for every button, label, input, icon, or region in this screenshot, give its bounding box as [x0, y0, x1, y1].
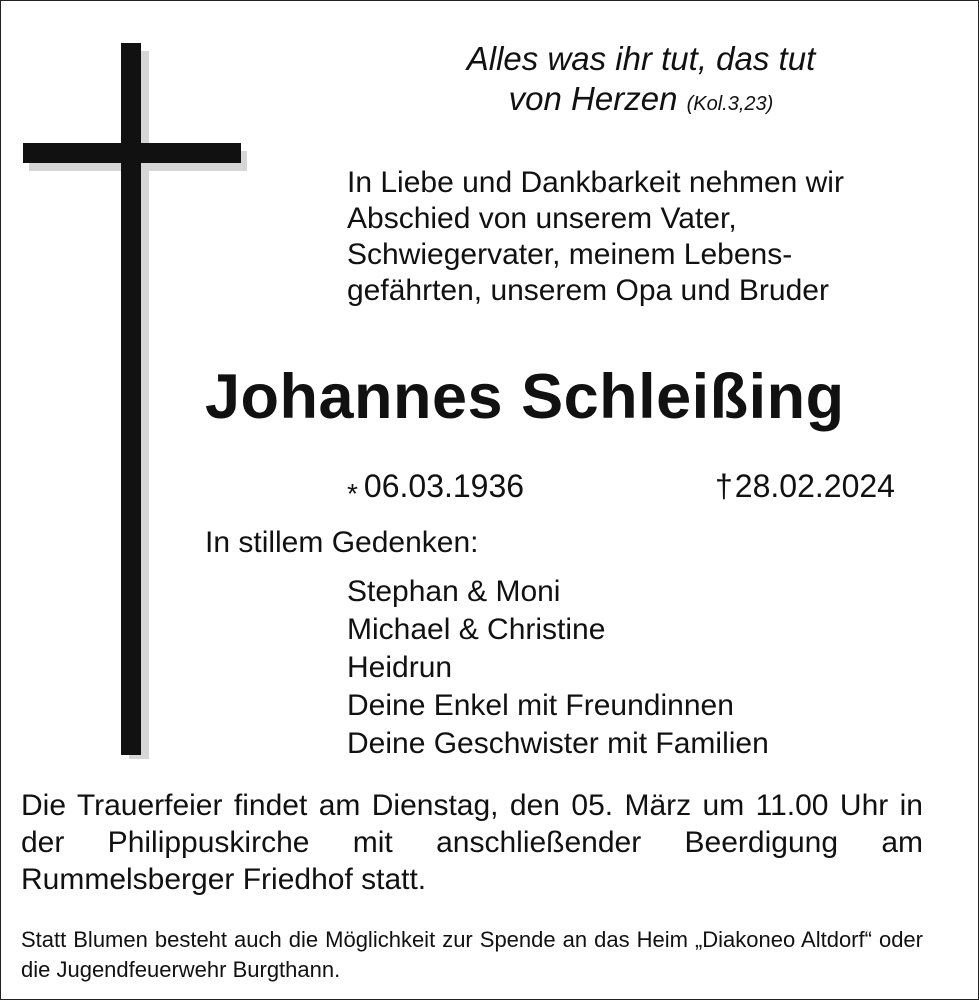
bible-verse-line-2-text: von Herzen — [508, 80, 678, 117]
mourner-item: Michael & Christine — [347, 613, 606, 646]
death-cross-icon: † — [715, 468, 733, 504]
mourner-item: Deine Geschwister mit Familien — [347, 727, 769, 760]
donation-note: Statt Blumen besteht auch die Möglichkeit zur Spende an das Heim „Diakoneo Altdorf“ oder die Jugendfeuerwehr Burgthann. — [21, 927, 923, 982]
death-date-value: 28.02.2024 — [734, 468, 895, 504]
bible-verse-reference: (Kol.3,23) — [686, 93, 774, 115]
death-date — [715, 466, 895, 506]
deceased-name: Johannes Schleißing — [205, 362, 845, 432]
cross-icon-crossbar — [23, 143, 241, 163]
birth-star-icon: * — [347, 478, 358, 509]
birth-date-value: 06.03.1936 — [363, 468, 525, 504]
intro-line: Schwiegervater, meinem Lebens- — [347, 238, 793, 271]
intro-text — [347, 165, 947, 309]
mourner-item: Stephan & Moni — [347, 575, 561, 608]
gedenken-label: In stillem Gedenken: — [205, 526, 479, 559]
intro-line: In Liebe und Dankbarkeit nehmen wir — [347, 166, 844, 199]
bible-verse — [381, 39, 901, 124]
bible-verse-line-1: Alles was ihr tut, das tut — [466, 40, 816, 77]
intro-line: Abschied von unserem Vater, — [347, 202, 737, 235]
mourner-item: Heidrun — [347, 651, 453, 684]
mourners-list — [347, 573, 947, 763]
bible-verse-line-2 — [381, 79, 901, 124]
birth-date — [347, 466, 524, 514]
funeral-details: Die Trauerfeier findet am Dienstag, den 05. März um 11.00 Uhr in der Philippuskirche mit anschließender Beerdigung am Rummelsberger Friedhof statt. — [21, 789, 923, 896]
intro-line: gefährten, unserem Opa und Bruder — [347, 274, 829, 307]
mourner-item: Deine Enkel mit Freundinnen — [347, 689, 734, 722]
